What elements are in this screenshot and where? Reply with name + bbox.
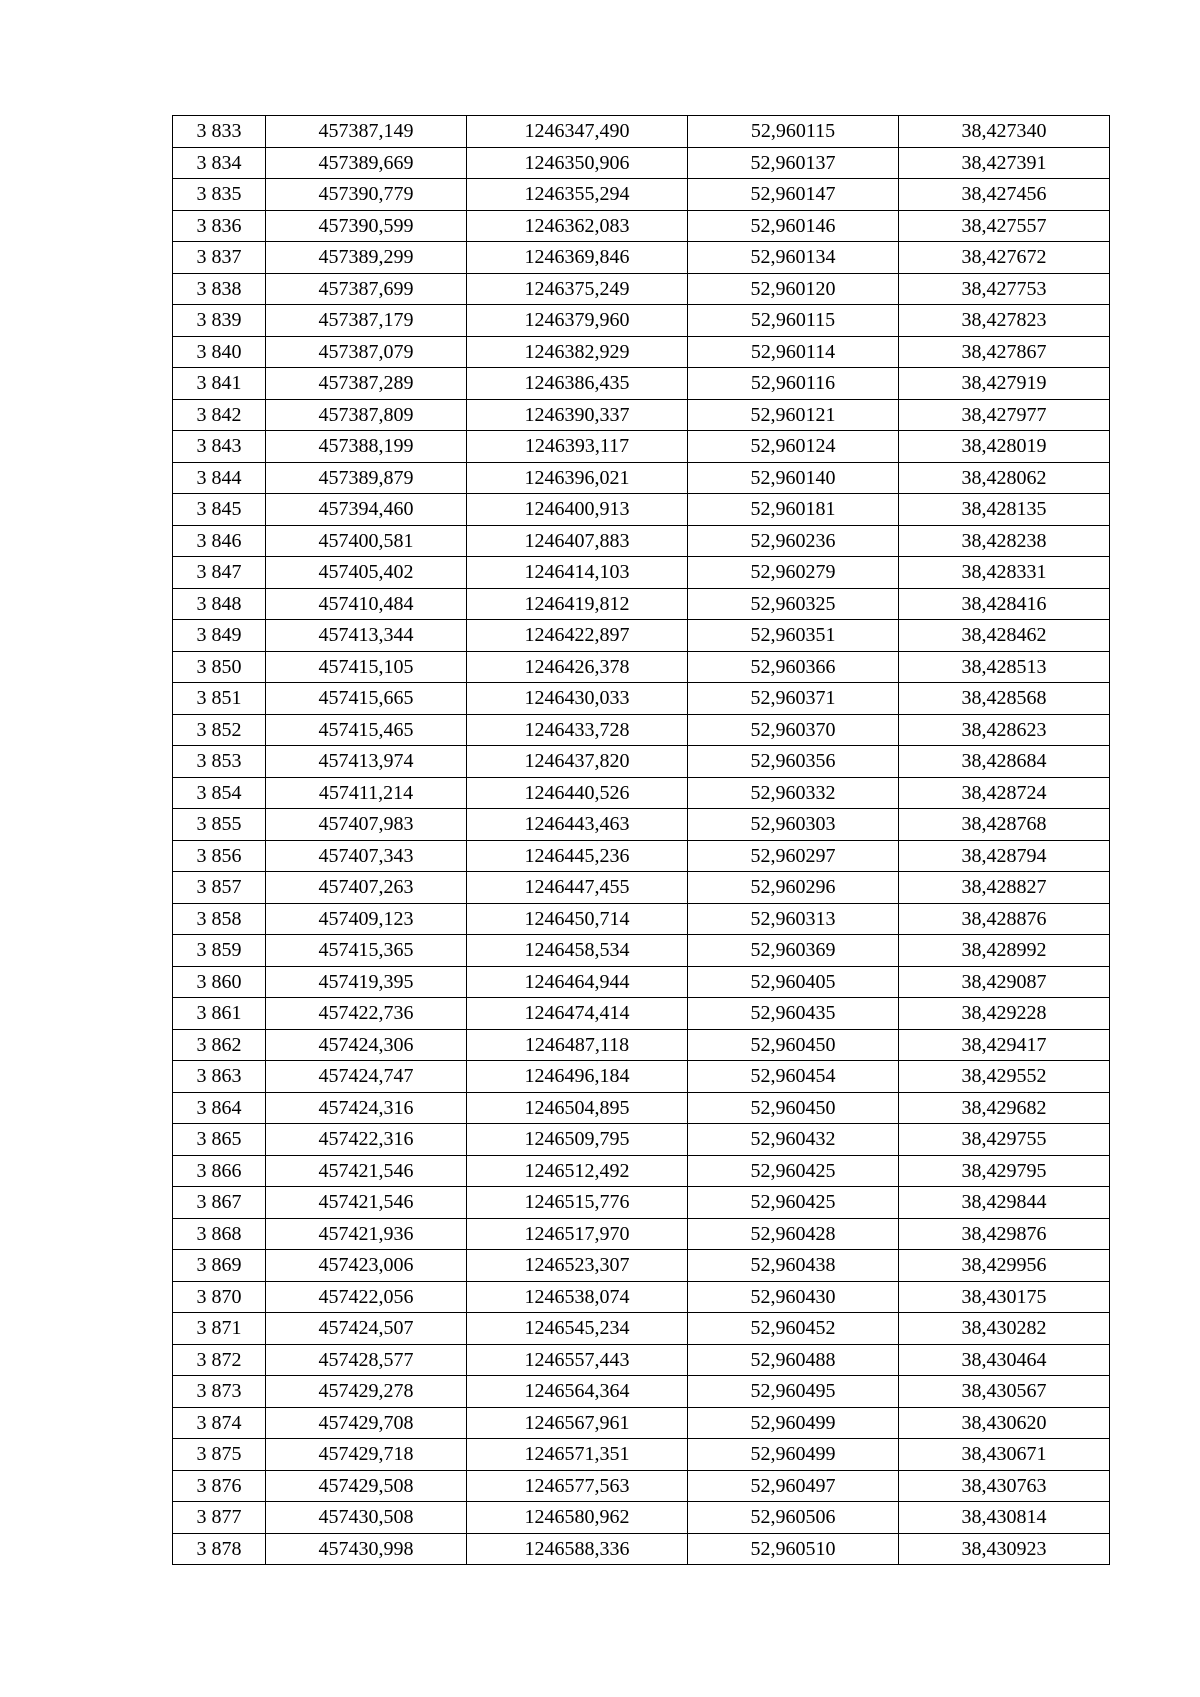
latitude-cell: 52,960506 <box>688 1502 899 1534</box>
table-row <box>173 557 1110 589</box>
x-coordinate-cell: 457422,056 <box>266 1281 467 1313</box>
x-coordinate-cell: 457390,779 <box>266 179 467 211</box>
longitude-cell: 38,428019 <box>899 431 1110 463</box>
x-coordinate-cell: 457421,546 <box>266 1155 467 1187</box>
x-coordinate-cell: 457405,402 <box>266 557 467 589</box>
latitude-cell: 52,960430 <box>688 1281 899 1313</box>
point-number-cell: 3 856 <box>173 840 266 872</box>
x-coordinate-cell: 457394,460 <box>266 494 467 526</box>
latitude-cell: 52,960450 <box>688 1029 899 1061</box>
latitude-cell: 52,960140 <box>688 462 899 494</box>
point-number-cell: 3 867 <box>173 1187 266 1219</box>
x-coordinate-cell: 457422,316 <box>266 1124 467 1156</box>
point-number-cell: 3 871 <box>173 1313 266 1345</box>
latitude-cell: 52,960116 <box>688 368 899 400</box>
y-coordinate-cell: 1246362,083 <box>467 210 688 242</box>
y-coordinate-cell: 1246396,021 <box>467 462 688 494</box>
latitude-cell: 52,960432 <box>688 1124 899 1156</box>
point-number-cell: 3 862 <box>173 1029 266 1061</box>
longitude-cell: 38,428462 <box>899 620 1110 652</box>
longitude-cell: 38,427823 <box>899 305 1110 337</box>
longitude-cell: 38,427672 <box>899 242 1110 274</box>
x-coordinate-cell: 457411,214 <box>266 777 467 809</box>
x-coordinate-cell: 457407,983 <box>266 809 467 841</box>
latitude-cell: 52,960425 <box>688 1187 899 1219</box>
latitude-cell: 52,960438 <box>688 1250 899 1282</box>
table-row <box>173 1470 1110 1502</box>
table-row <box>173 588 1110 620</box>
longitude-cell: 38,428331 <box>899 557 1110 589</box>
longitude-cell: 38,429844 <box>899 1187 1110 1219</box>
point-number-cell: 3 859 <box>173 935 266 967</box>
table-row <box>173 1439 1110 1471</box>
table-row <box>173 620 1110 652</box>
y-coordinate-cell: 1246347,490 <box>467 116 688 148</box>
x-coordinate-cell: 457429,718 <box>266 1439 467 1471</box>
table-row <box>173 1376 1110 1408</box>
latitude-cell: 52,960115 <box>688 305 899 337</box>
point-number-cell: 3 846 <box>173 525 266 557</box>
x-coordinate-cell: 457424,316 <box>266 1092 467 1124</box>
point-number-cell: 3 866 <box>173 1155 266 1187</box>
longitude-cell: 38,427867 <box>899 336 1110 368</box>
point-number-cell: 3 849 <box>173 620 266 652</box>
latitude-cell: 52,960454 <box>688 1061 899 1093</box>
table-row <box>173 336 1110 368</box>
latitude-cell: 52,960356 <box>688 746 899 778</box>
table-row <box>173 998 1110 1030</box>
latitude-cell: 52,960124 <box>688 431 899 463</box>
point-number-cell: 3 839 <box>173 305 266 337</box>
point-number-cell: 3 853 <box>173 746 266 778</box>
x-coordinate-cell: 457400,581 <box>266 525 467 557</box>
point-number-cell: 3 873 <box>173 1376 266 1408</box>
y-coordinate-cell: 1246445,236 <box>467 840 688 872</box>
x-coordinate-cell: 457390,599 <box>266 210 467 242</box>
y-coordinate-cell: 1246512,492 <box>467 1155 688 1187</box>
latitude-cell: 52,960332 <box>688 777 899 809</box>
y-coordinate-cell: 1246350,906 <box>467 147 688 179</box>
longitude-cell: 38,428827 <box>899 872 1110 904</box>
point-number-cell: 3 877 <box>173 1502 266 1534</box>
latitude-cell: 52,960366 <box>688 651 899 683</box>
table-row <box>173 1155 1110 1187</box>
x-coordinate-cell: 457413,344 <box>266 620 467 652</box>
y-coordinate-cell: 1246433,728 <box>467 714 688 746</box>
longitude-cell: 38,427919 <box>899 368 1110 400</box>
y-coordinate-cell: 1246523,307 <box>467 1250 688 1282</box>
table-row <box>173 147 1110 179</box>
table-row <box>173 431 1110 463</box>
y-coordinate-cell: 1246382,929 <box>467 336 688 368</box>
table-row <box>173 1344 1110 1376</box>
y-coordinate-cell: 1246400,913 <box>467 494 688 526</box>
x-coordinate-cell: 457387,149 <box>266 116 467 148</box>
longitude-cell: 38,428568 <box>899 683 1110 715</box>
x-coordinate-cell: 457428,577 <box>266 1344 467 1376</box>
table-row <box>173 1407 1110 1439</box>
x-coordinate-cell: 457407,343 <box>266 840 467 872</box>
longitude-cell: 38,428135 <box>899 494 1110 526</box>
longitude-cell: 38,429087 <box>899 966 1110 998</box>
table-row <box>173 305 1110 337</box>
point-number-cell: 3 865 <box>173 1124 266 1156</box>
latitude-cell: 52,960134 <box>688 242 899 274</box>
y-coordinate-cell: 1246437,820 <box>467 746 688 778</box>
table-row <box>173 746 1110 778</box>
y-coordinate-cell: 1246450,714 <box>467 903 688 935</box>
x-coordinate-cell: 457387,079 <box>266 336 467 368</box>
x-coordinate-cell: 457389,669 <box>266 147 467 179</box>
y-coordinate-cell: 1246464,944 <box>467 966 688 998</box>
latitude-cell: 52,960181 <box>688 494 899 526</box>
y-coordinate-cell: 1246557,443 <box>467 1344 688 1376</box>
x-coordinate-cell: 457388,199 <box>266 431 467 463</box>
point-number-cell: 3 852 <box>173 714 266 746</box>
point-number-cell: 3 860 <box>173 966 266 998</box>
table-row <box>173 1281 1110 1313</box>
table-row <box>173 683 1110 715</box>
x-coordinate-cell: 457423,006 <box>266 1250 467 1282</box>
table-row <box>173 714 1110 746</box>
table-row <box>173 368 1110 400</box>
longitude-cell: 38,428794 <box>899 840 1110 872</box>
x-coordinate-cell: 457424,306 <box>266 1029 467 1061</box>
latitude-cell: 52,960114 <box>688 336 899 368</box>
y-coordinate-cell: 1246447,455 <box>467 872 688 904</box>
table-row <box>173 1187 1110 1219</box>
longitude-cell: 38,427753 <box>899 273 1110 305</box>
x-coordinate-cell: 457387,809 <box>266 399 467 431</box>
latitude-cell: 52,960405 <box>688 966 899 998</box>
x-coordinate-cell: 457429,278 <box>266 1376 467 1408</box>
y-coordinate-cell: 1246440,526 <box>467 777 688 809</box>
point-number-cell: 3 838 <box>173 273 266 305</box>
longitude-cell: 38,429552 <box>899 1061 1110 1093</box>
point-number-cell: 3 872 <box>173 1344 266 1376</box>
y-coordinate-cell: 1246407,883 <box>467 525 688 557</box>
y-coordinate-cell: 1246545,234 <box>467 1313 688 1345</box>
point-number-cell: 3 834 <box>173 147 266 179</box>
latitude-cell: 52,960488 <box>688 1344 899 1376</box>
latitude-cell: 52,960499 <box>688 1407 899 1439</box>
y-coordinate-cell: 1246474,414 <box>467 998 688 1030</box>
latitude-cell: 52,960370 <box>688 714 899 746</box>
longitude-cell: 38,428062 <box>899 462 1110 494</box>
point-number-cell: 3 855 <box>173 809 266 841</box>
point-number-cell: 3 833 <box>173 116 266 148</box>
longitude-cell: 38,427456 <box>899 179 1110 211</box>
y-coordinate-cell: 1246458,534 <box>467 935 688 967</box>
longitude-cell: 38,428768 <box>899 809 1110 841</box>
x-coordinate-cell: 457389,299 <box>266 242 467 274</box>
longitude-cell: 38,428623 <box>899 714 1110 746</box>
point-number-cell: 3 844 <box>173 462 266 494</box>
latitude-cell: 52,960297 <box>688 840 899 872</box>
latitude-cell: 52,960371 <box>688 683 899 715</box>
table-row <box>173 903 1110 935</box>
y-coordinate-cell: 1246509,795 <box>467 1124 688 1156</box>
table-row <box>173 462 1110 494</box>
table-row <box>173 525 1110 557</box>
latitude-cell: 52,960425 <box>688 1155 899 1187</box>
longitude-cell: 38,430763 <box>899 1470 1110 1502</box>
table-row <box>173 494 1110 526</box>
longitude-cell: 38,429228 <box>899 998 1110 1030</box>
longitude-cell: 38,428684 <box>899 746 1110 778</box>
table-row <box>173 1092 1110 1124</box>
latitude-cell: 52,960147 <box>688 179 899 211</box>
latitude-cell: 52,960236 <box>688 525 899 557</box>
latitude-cell: 52,960303 <box>688 809 899 841</box>
y-coordinate-cell: 1246567,961 <box>467 1407 688 1439</box>
y-coordinate-cell: 1246390,337 <box>467 399 688 431</box>
longitude-cell: 38,430175 <box>899 1281 1110 1313</box>
table-row <box>173 273 1110 305</box>
latitude-cell: 52,960121 <box>688 399 899 431</box>
y-coordinate-cell: 1246564,364 <box>467 1376 688 1408</box>
latitude-cell: 52,960279 <box>688 557 899 589</box>
y-coordinate-cell: 1246487,118 <box>467 1029 688 1061</box>
longitude-cell: 38,428992 <box>899 935 1110 967</box>
longitude-cell: 38,427391 <box>899 147 1110 179</box>
latitude-cell: 52,960369 <box>688 935 899 967</box>
x-coordinate-cell: 457387,179 <box>266 305 467 337</box>
y-coordinate-cell: 1246379,960 <box>467 305 688 337</box>
longitude-cell: 38,430464 <box>899 1344 1110 1376</box>
x-coordinate-cell: 457419,395 <box>266 966 467 998</box>
y-coordinate-cell: 1246580,962 <box>467 1502 688 1534</box>
latitude-cell: 52,960499 <box>688 1439 899 1471</box>
longitude-cell: 38,427977 <box>899 399 1110 431</box>
y-coordinate-cell: 1246419,812 <box>467 588 688 620</box>
latitude-cell: 52,960325 <box>688 588 899 620</box>
table-row <box>173 1061 1110 1093</box>
y-coordinate-cell: 1246577,563 <box>467 1470 688 1502</box>
longitude-cell: 38,428876 <box>899 903 1110 935</box>
y-coordinate-cell: 1246422,897 <box>467 620 688 652</box>
x-coordinate-cell: 457415,105 <box>266 651 467 683</box>
longitude-cell: 38,429795 <box>899 1155 1110 1187</box>
x-coordinate-cell: 457429,508 <box>266 1470 467 1502</box>
point-number-cell: 3 851 <box>173 683 266 715</box>
x-coordinate-cell: 457410,484 <box>266 588 467 620</box>
table-row <box>173 1250 1110 1282</box>
y-coordinate-cell: 1246496,184 <box>467 1061 688 1093</box>
latitude-cell: 52,960313 <box>688 903 899 935</box>
point-number-cell: 3 840 <box>173 336 266 368</box>
table-row <box>173 179 1110 211</box>
point-number-cell: 3 857 <box>173 872 266 904</box>
longitude-cell: 38,428416 <box>899 588 1110 620</box>
point-number-cell: 3 869 <box>173 1250 266 1282</box>
point-number-cell: 3 845 <box>173 494 266 526</box>
point-number-cell: 3 868 <box>173 1218 266 1250</box>
longitude-cell: 38,428513 <box>899 651 1110 683</box>
table-row <box>173 777 1110 809</box>
x-coordinate-cell: 457389,879 <box>266 462 467 494</box>
y-coordinate-cell: 1246375,249 <box>467 273 688 305</box>
longitude-cell: 38,429755 <box>899 1124 1110 1156</box>
y-coordinate-cell: 1246393,117 <box>467 431 688 463</box>
table-row <box>173 1218 1110 1250</box>
y-coordinate-cell: 1246443,463 <box>467 809 688 841</box>
longitude-cell: 38,428238 <box>899 525 1110 557</box>
y-coordinate-cell: 1246588,336 <box>467 1533 688 1565</box>
longitude-cell: 38,430814 <box>899 1502 1110 1534</box>
latitude-cell: 52,960115 <box>688 116 899 148</box>
x-coordinate-cell: 457413,974 <box>266 746 467 778</box>
x-coordinate-cell: 457421,936 <box>266 1218 467 1250</box>
point-number-cell: 3 858 <box>173 903 266 935</box>
x-coordinate-cell: 457415,465 <box>266 714 467 746</box>
latitude-cell: 52,960510 <box>688 1533 899 1565</box>
latitude-cell: 52,960296 <box>688 872 899 904</box>
longitude-cell: 38,428724 <box>899 777 1110 809</box>
point-number-cell: 3 847 <box>173 557 266 589</box>
longitude-cell: 38,430620 <box>899 1407 1110 1439</box>
table-row <box>173 1029 1110 1061</box>
point-number-cell: 3 841 <box>173 368 266 400</box>
table-row <box>173 872 1110 904</box>
y-coordinate-cell: 1246369,846 <box>467 242 688 274</box>
longitude-cell: 38,429682 <box>899 1092 1110 1124</box>
table-row <box>173 210 1110 242</box>
coordinates-table <box>172 115 1110 1565</box>
x-coordinate-cell: 457424,507 <box>266 1313 467 1345</box>
table-row <box>173 840 1110 872</box>
y-coordinate-cell: 1246414,103 <box>467 557 688 589</box>
point-number-cell: 3 848 <box>173 588 266 620</box>
longitude-cell: 38,430567 <box>899 1376 1110 1408</box>
point-number-cell: 3 876 <box>173 1470 266 1502</box>
x-coordinate-cell: 457429,708 <box>266 1407 467 1439</box>
x-coordinate-cell: 457415,665 <box>266 683 467 715</box>
latitude-cell: 52,960497 <box>688 1470 899 1502</box>
x-coordinate-cell: 457387,699 <box>266 273 467 305</box>
latitude-cell: 52,960351 <box>688 620 899 652</box>
y-coordinate-cell: 1246571,351 <box>467 1439 688 1471</box>
x-coordinate-cell: 457387,289 <box>266 368 467 400</box>
y-coordinate-cell: 1246386,435 <box>467 368 688 400</box>
point-number-cell: 3 835 <box>173 179 266 211</box>
table-row <box>173 651 1110 683</box>
longitude-cell: 38,429956 <box>899 1250 1110 1282</box>
longitude-cell: 38,429417 <box>899 1029 1110 1061</box>
y-coordinate-cell: 1246426,378 <box>467 651 688 683</box>
latitude-cell: 52,960137 <box>688 147 899 179</box>
point-number-cell: 3 878 <box>173 1533 266 1565</box>
x-coordinate-cell: 457430,508 <box>266 1502 467 1534</box>
point-number-cell: 3 854 <box>173 777 266 809</box>
x-coordinate-cell: 457415,365 <box>266 935 467 967</box>
longitude-cell: 38,430671 <box>899 1439 1110 1471</box>
longitude-cell: 38,430282 <box>899 1313 1110 1345</box>
x-coordinate-cell: 457409,123 <box>266 903 467 935</box>
table-row <box>173 1502 1110 1534</box>
longitude-cell: 38,427340 <box>899 116 1110 148</box>
y-coordinate-cell: 1246515,776 <box>467 1187 688 1219</box>
table-row <box>173 242 1110 274</box>
y-coordinate-cell: 1246430,033 <box>467 683 688 715</box>
table-row <box>173 1533 1110 1565</box>
point-number-cell: 3 875 <box>173 1439 266 1471</box>
x-coordinate-cell: 457407,263 <box>266 872 467 904</box>
table-row <box>173 116 1110 148</box>
point-number-cell: 3 874 <box>173 1407 266 1439</box>
point-number-cell: 3 836 <box>173 210 266 242</box>
longitude-cell: 38,429876 <box>899 1218 1110 1250</box>
latitude-cell: 52,960495 <box>688 1376 899 1408</box>
point-number-cell: 3 861 <box>173 998 266 1030</box>
x-coordinate-cell: 457424,747 <box>266 1061 467 1093</box>
table-row <box>173 966 1110 998</box>
latitude-cell: 52,960450 <box>688 1092 899 1124</box>
point-number-cell: 3 863 <box>173 1061 266 1093</box>
point-number-cell: 3 870 <box>173 1281 266 1313</box>
y-coordinate-cell: 1246538,074 <box>467 1281 688 1313</box>
latitude-cell: 52,960452 <box>688 1313 899 1345</box>
table-row <box>173 399 1110 431</box>
x-coordinate-cell: 457421,546 <box>266 1187 467 1219</box>
x-coordinate-cell: 457422,736 <box>266 998 467 1030</box>
y-coordinate-cell: 1246517,970 <box>467 1218 688 1250</box>
latitude-cell: 52,960120 <box>688 273 899 305</box>
table-row <box>173 935 1110 967</box>
point-number-cell: 3 842 <box>173 399 266 431</box>
latitude-cell: 52,960146 <box>688 210 899 242</box>
longitude-cell: 38,427557 <box>899 210 1110 242</box>
point-number-cell: 3 843 <box>173 431 266 463</box>
latitude-cell: 52,960428 <box>688 1218 899 1250</box>
x-coordinate-cell: 457430,998 <box>266 1533 467 1565</box>
coordinates-table-body <box>173 116 1110 1565</box>
point-number-cell: 3 837 <box>173 242 266 274</box>
longitude-cell: 38,430923 <box>899 1533 1110 1565</box>
table-row <box>173 1124 1110 1156</box>
point-number-cell: 3 864 <box>173 1092 266 1124</box>
y-coordinate-cell: 1246504,895 <box>467 1092 688 1124</box>
table-row <box>173 809 1110 841</box>
point-number-cell: 3 850 <box>173 651 266 683</box>
latitude-cell: 52,960435 <box>688 998 899 1030</box>
y-coordinate-cell: 1246355,294 <box>467 179 688 211</box>
table-row <box>173 1313 1110 1345</box>
